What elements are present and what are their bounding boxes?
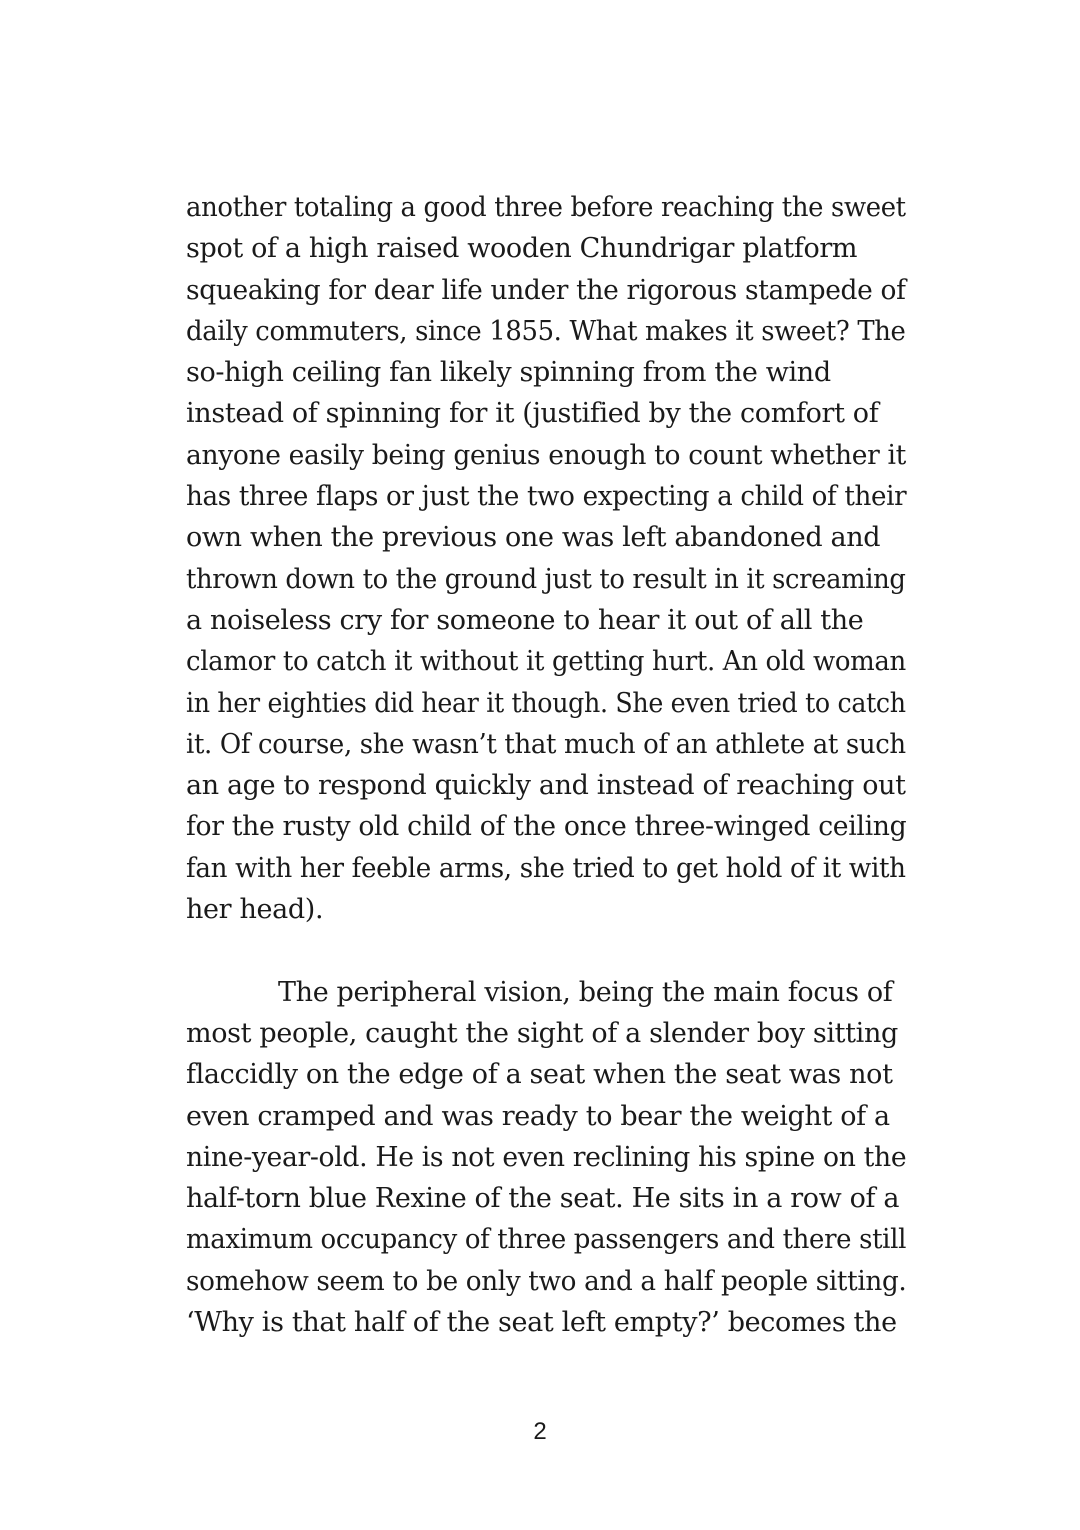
- text-line: it. Of course, she wasn’t that much of an athlete at such: [186, 728, 906, 760]
- text-line: fan with her feeble arms, she tried to get hold of it with: [186, 852, 906, 884]
- text-line: own when the previous one was left abandoned and: [186, 522, 881, 554]
- text-line: flaccidly on the edge of a seat when the seat was not: [186, 1059, 893, 1091]
- text-line: has three flaps or just the two expecting a child of their: [186, 481, 907, 513]
- page-number: 2: [533, 1418, 547, 1445]
- body-text: [186, 187, 906, 1343]
- text-line: even cramped and was ready to bear the weight of a: [186, 1100, 890, 1132]
- text-line: another totaling a good three before reaching the sweet: [186, 192, 906, 223]
- text-line: instead of spinning for it (justified by the comfort of: [186, 398, 879, 430]
- text-line: so-high ceiling fan likely spinning from the wind: [186, 357, 831, 389]
- text-line: clamor to catch it without it getting hurt. An old woman: [186, 646, 906, 678]
- text-line: squeaking for dear life under the rigorous stampede of: [186, 274, 906, 306]
- text-line: an age to respond quickly and instead of reaching out: [186, 770, 906, 802]
- text-line: daily commuters, since 1855. What makes it sweet? The: [186, 315, 906, 347]
- text-line: spot of a high raised wooden Chundrigar platform: [186, 233, 858, 265]
- text-line: half-torn blue Rexine of the seat. He sits in a row of a: [186, 1183, 900, 1215]
- paragraph-2: [186, 972, 906, 1344]
- text-line: her head).: [186, 894, 324, 926]
- paragraph-1: [186, 187, 906, 930]
- text-line: most people, caught the sight of a slender boy sitting: [186, 1017, 898, 1049]
- text-line: in her eighties did hear it though. She even tried to catch: [186, 687, 906, 719]
- text-line: ‘Why is that half of the seat left empty?’ becomes the: [186, 1307, 897, 1339]
- text-line: for the rusty old child of the once three-winged ceiling: [186, 811, 907, 843]
- paragraph-gap: [186, 930, 906, 971]
- text-line: thrown down to the ground just to result in it screaming: [186, 563, 906, 595]
- text-line: anyone easily being genius enough to count whether it: [186, 439, 906, 471]
- text-line: somehow seem to be only two and a half people sitting.: [186, 1265, 907, 1297]
- text-line: maximum occupancy of three passengers and there still: [186, 1224, 907, 1256]
- text-line: nine-year-old. He is not even reclining his spine on the: [186, 1141, 907, 1173]
- text-line: The peripheral vision, being the main focus of: [278, 976, 893, 1008]
- text-line: a noiseless cry for someone to hear it out of all the: [186, 604, 864, 636]
